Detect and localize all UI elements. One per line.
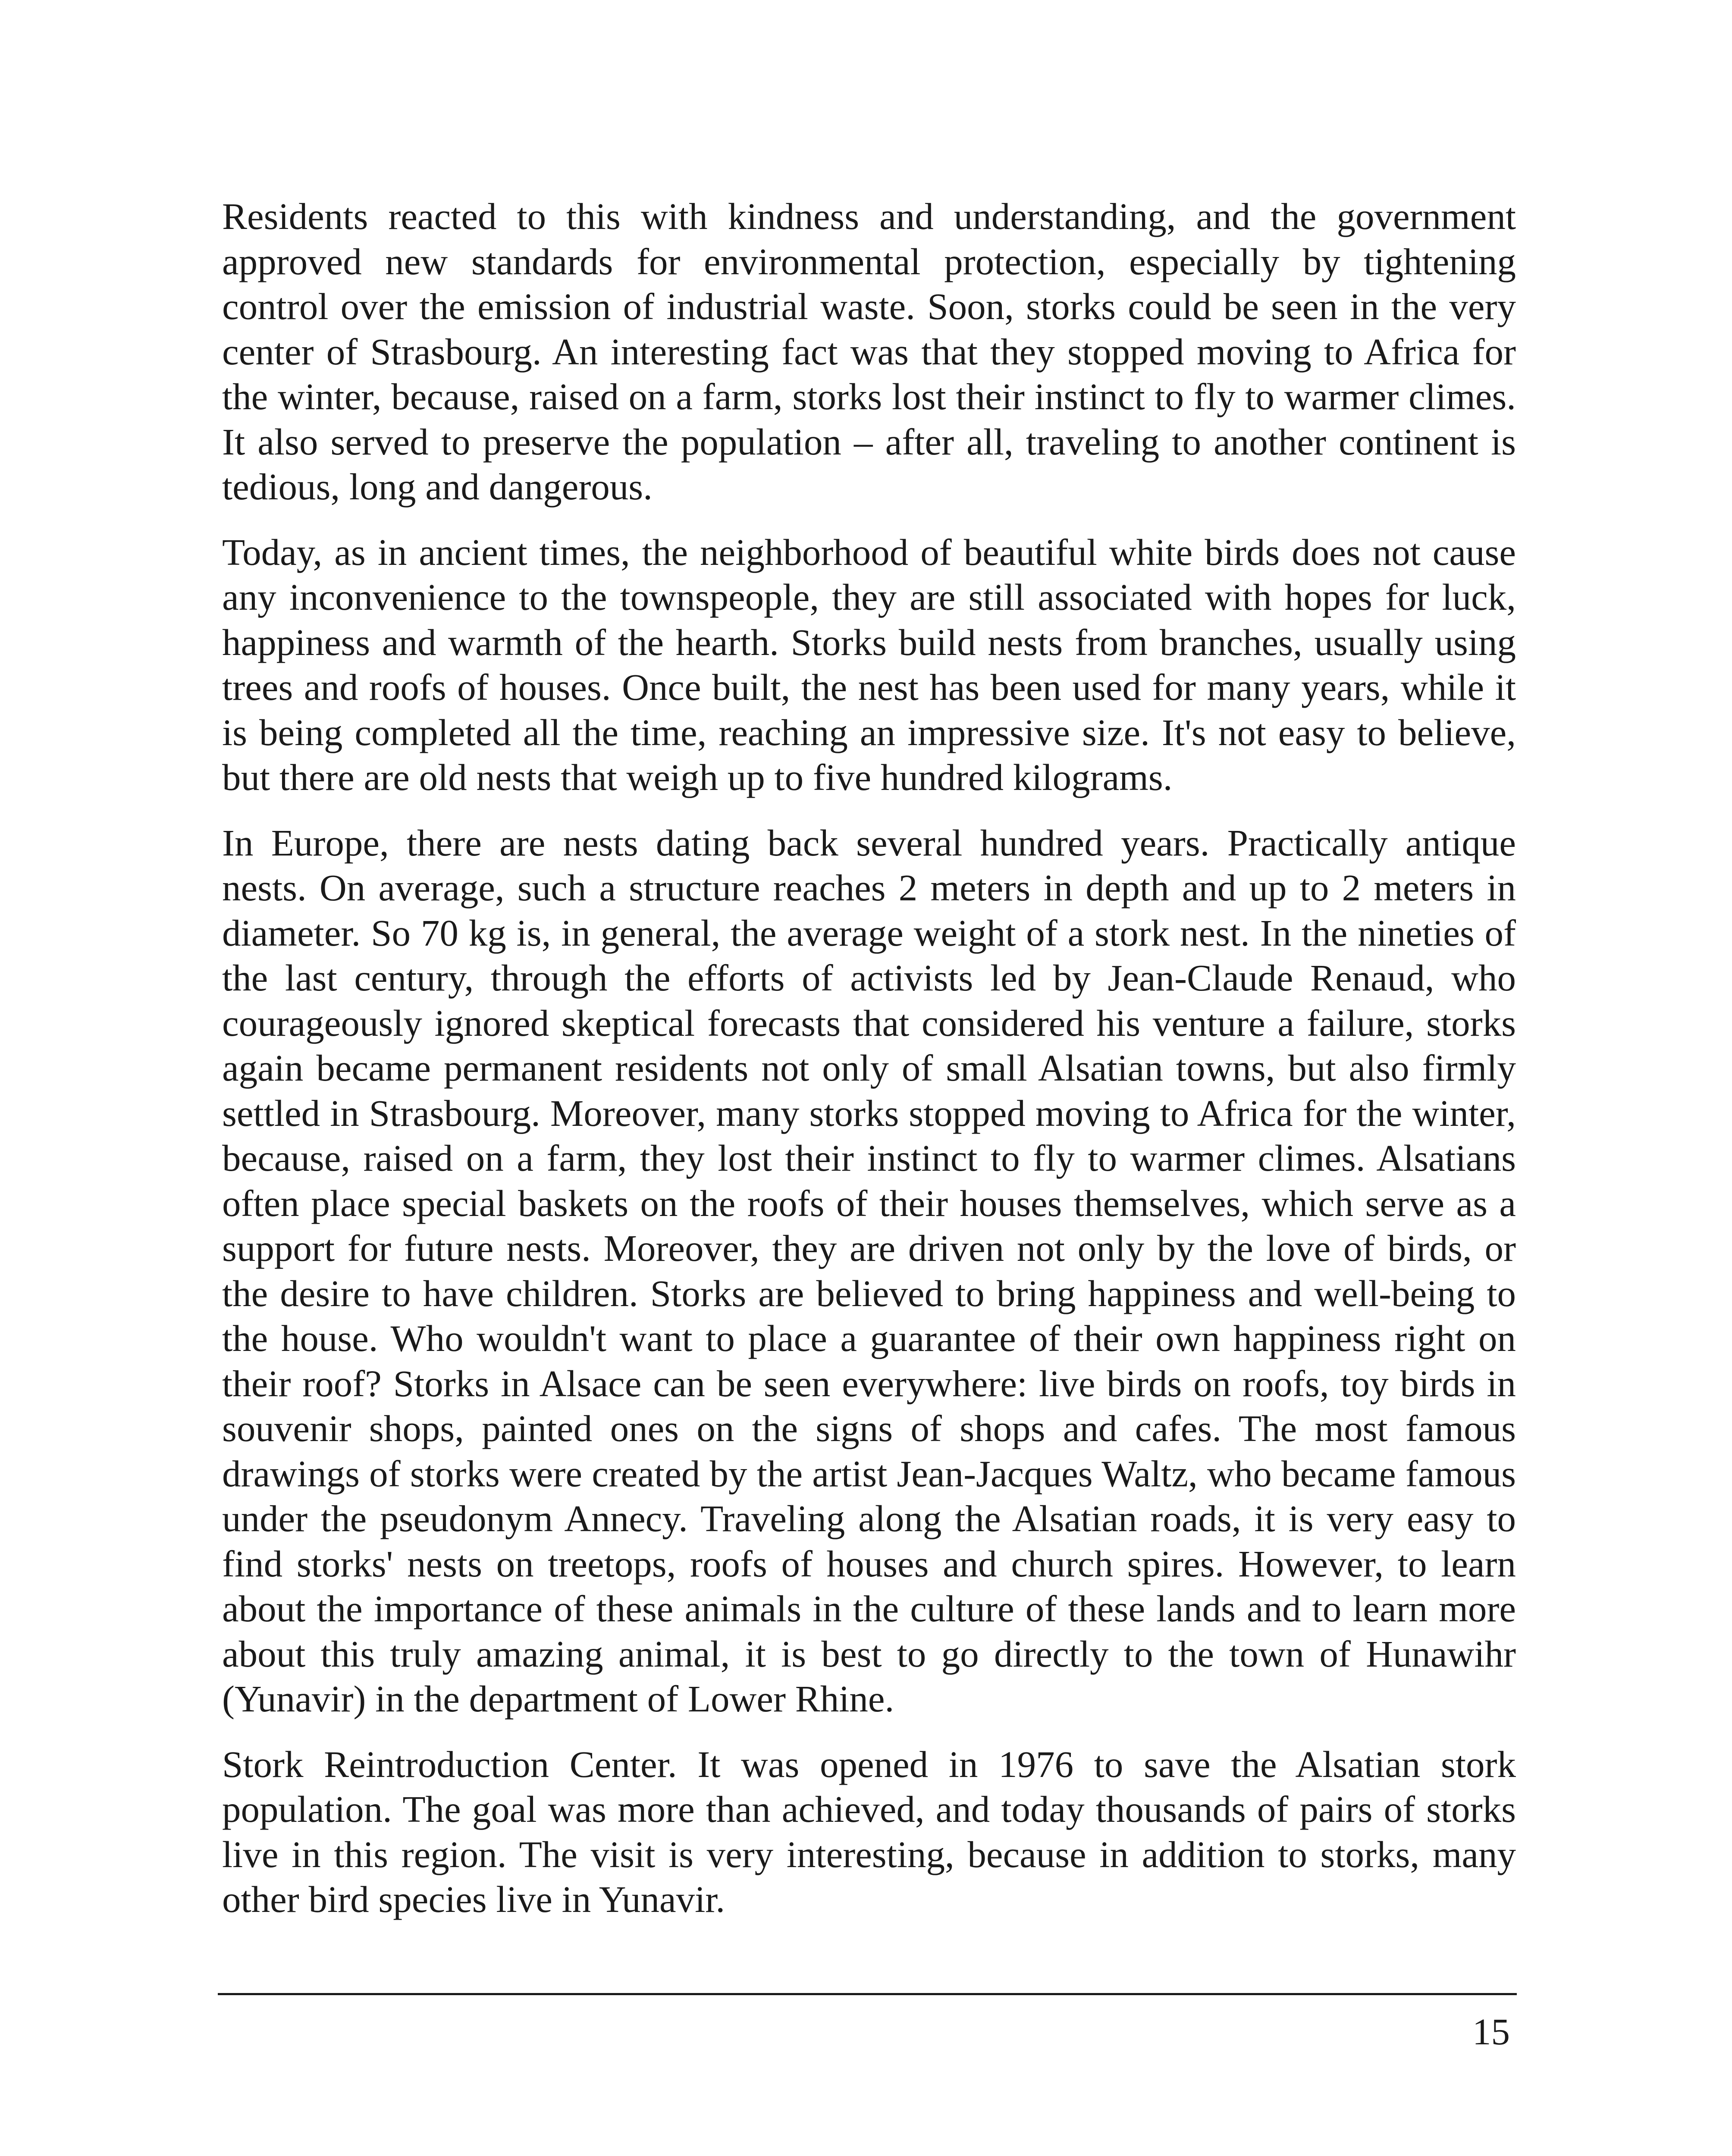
page-number: 15 [1472, 2011, 1510, 2053]
paragraph-3: In Europe, there are nests dating back several hundred years. Practically antique nests. On average, such a structure reaches 2 meters in depth and up to 2 meters in diameter. So 70 kg is, in general, the average weight of a stork nest. In the nineties of the last century, through the efforts of activists led by Jean-Claude Renaud, who courageously ignored skeptical forecasts that considered his venture a failure, storks again became permanent residents not only of small Alsatian towns, but also firmly settled in Strasbourg. Moreover, many storks stopped moving to Africa for the winter, because, raised on a farm, they lost their instinct to fly to warmer climes. Alsatians often place special baskets on the roofs of their houses themselves, which serve as a support for future nests. Moreover, they are driven not only by the love of birds, or the desire to have children. Storks are believed to bring happiness and well-being to the house. Who wouldn't want to place a guarantee of their own happiness right on their roof? Storks in Alsace can be seen everywhere: live birds on roofs, toy birds in souvenir shops, painted ones on the signs of shops and cafes. The most famous drawings of storks were created by the artist Jean-Jacques Waltz, who became famous under the pseudonym Annecy. Traveling along the Alsatian roads, it is very easy to find storks' nests on treetops, roofs of houses and church spires. However, to learn about the importance of these animals in the culture of these lands and to learn more about this truly amazing animal, it is best to go directly to the town of Hunawihr (Yunavir) in the department of Lower Rhine. [222, 821, 1516, 1720]
paragraph-4: Stork Reintroduction Center. It was opened in 1976 to save the Alsatian stork population. The goal was more than achieved, and today thousands of pairs of storks live in this region. The visit is very interesting, because in addition to storks, many other bird species live in Yunavir. [222, 1743, 1516, 1920]
paragraph-1: Residents reacted to this with kindness and understanding, and the government approved new standards for environmental protection, especially by tightening control over the emission of industrial waste. Soon, storks could be seen in the very center of Strasbourg. An interesting fact was that they stopped moving to Africa for the winter, because, raised on a farm, storks lost their instinct to fly to warmer climes. It also served to preserve the population – after all, traveling to another continent is tedious, long and dangerous. [222, 195, 1516, 508]
paragraph-2: Today, as in ancient times, the neighborhood of beautiful white birds does not cause any inconvenience to the townspeople, they are still associated with hopes for luck, happiness and warmth of the hearth. Storks build nests from branches, usually using trees and roofs of houses. Once built, the nest has been used for many years, while it is being completed all the time, reaching an impressive size. It's not easy to believe, but there are old nests that weigh up to five hundred kilograms. [222, 531, 1516, 798]
body-text [222, 194, 1516, 1943]
footer-divider [218, 1993, 1517, 1995]
